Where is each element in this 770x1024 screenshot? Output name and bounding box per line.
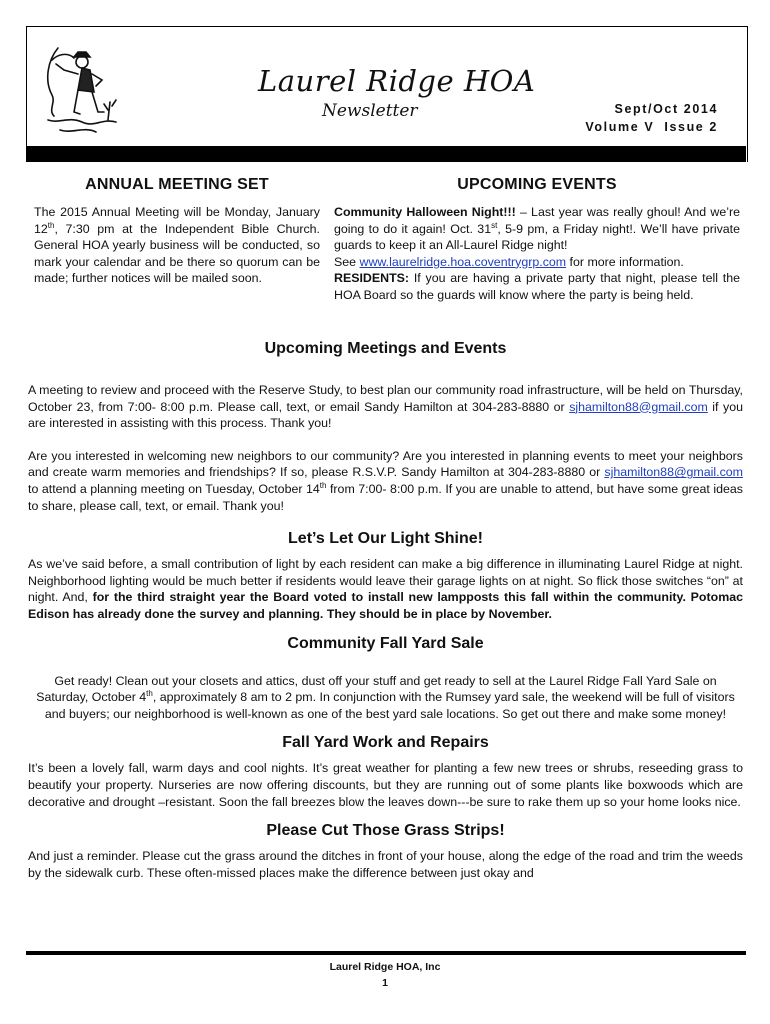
issue-info xyxy=(585,100,718,136)
issue-date: Sept/Oct 2014 xyxy=(614,102,718,116)
newsletter-title: Laurel Ridge HOA xyxy=(258,64,536,98)
light-heading: Let’s Let Our Light Shine! xyxy=(288,530,483,548)
newsletter-subtitle: Newsletter xyxy=(322,101,418,121)
annual-meeting-heading: ANNUAL MEETING SET xyxy=(85,176,269,193)
issue-volume: Volume V Issue 2 xyxy=(585,120,718,134)
grass-heading: Please Cut Those Grass Strips! xyxy=(266,822,505,840)
upcoming-events-section xyxy=(334,176,740,304)
email-link[interactable]: sjhamilton88@gmail.com xyxy=(569,399,708,414)
masthead-bar xyxy=(26,146,746,162)
footer-bar xyxy=(26,951,746,955)
page-number: 1 xyxy=(382,977,388,989)
hoa-website-link[interactable]: www.laurelridge.hoa.coventrygrp.com xyxy=(359,254,567,269)
fall-work-heading: Fall Yard Work and Repairs xyxy=(282,734,489,752)
residents-label: RESIDENTS: xyxy=(334,271,410,286)
footer-org: Laurel Ridge HOA, Inc xyxy=(329,961,441,973)
meetings-heading: Upcoming Meetings and Events xyxy=(264,340,507,357)
main-content xyxy=(28,340,743,881)
grass-paragraph: And just a reminder. Please cut the grass around the ditches in front of your house, along the edge of the road and trim the weeds by the sidewalk curb. These often-missed places make the difference between just okay and xyxy=(28,849,743,880)
yard-sale-paragraph: Get ready! Clean out your closets and attics, dust off your stuff and get ready to sell at the Laurel Ridge Fall Yard Sale on Saturday, October 4th, approximately 8 am to 2 pm. In conjunction with the Rumsey yard sale, the weekend will be full of visitors and buyers; our neighborhood is well-known as one of the best yard sale locations. So get out there and make some money! xyxy=(36,673,735,721)
halloween-text: Community Halloween Night!!! – Last year was really ghoul! And we’re going to do it again! Oct. 31st, 5-9 pm, a Friday night!. We’ll have private guards to keep it an All-Laurel Ridge night! See www.laurelridge.hoa.coventrygrp.com for more information. RESIDENTS: If you are having a private party that night, please tell the HOA Board so the guards will know where the party is being held. xyxy=(334,205,741,302)
welcome-paragraph: Are you interested in welcoming new neighbors to our community? Are you interested in planning events to meet your neighbors and create warm memories and friendships? If so, please R.S.V.P. Sandy Hamilton at 304-283-8880 or sjhamilton88@gmail.com to attend a planning meeting on Tuesday, October 14th from 7:00- 8:00 p.m. If you are unable to attend, but have some great ideas to share, please call, text, or email. Thank you! xyxy=(28,448,743,513)
upcoming-events-heading: UPCOMING EVENTS xyxy=(457,176,617,193)
yard-sale-heading: Community Fall Yard Sale xyxy=(287,634,484,652)
footer xyxy=(0,959,770,991)
fly-fisherman-icon xyxy=(38,40,128,140)
annual-meeting-text: The 2015 Annual Meeting will be Monday, January 12th, 7:30 pm at the Independent Bible Church. General HOA yearly business will be conducted, so mark your calendar and be there so quorum can be made; further notices will be mailed soon. xyxy=(34,205,320,286)
email-link[interactable]: sjhamilton88@gmail.com xyxy=(604,465,743,480)
fall-work-paragraph: It’s been a lovely fall, warm days and cool nights. It’s great weather for planting a few new trees or shrubs, reseeding grass to beautify your property. Nurseries are now offering discounts, but they are running out of some plants like boxwoods which are decorative and drought –resistant. Soon the fall breezes blow the leaves down---be sure to rake them up so your home looks nice. xyxy=(28,761,743,809)
reserve-study-paragraph: A meeting to review and proceed with the Reserve Study, to best plan our community road infrastructure, will be held on Thursday, October 23, from 7:00- 8:00 p.m. Please call, text, or email Sandy Hamilton at 304-283-8880 or sjhamilton88@gmail.com if you are interested in assisting with this process. Thank you! xyxy=(28,383,743,431)
annual-meeting-section xyxy=(34,176,320,287)
light-paragraph: As we’ve said before, a small contribution of light by each resident can make a big difference in illuminating Laurel Ridge at night. Neighborhood lighting would be much better if residents would leave their garage lights on at night. So flick those switches “on” at night. And, for the third straight year the Board voted to install new lampposts this fall within the community. Potomac Edison has already done the survey and planning. They should be in place by November. xyxy=(28,557,743,621)
